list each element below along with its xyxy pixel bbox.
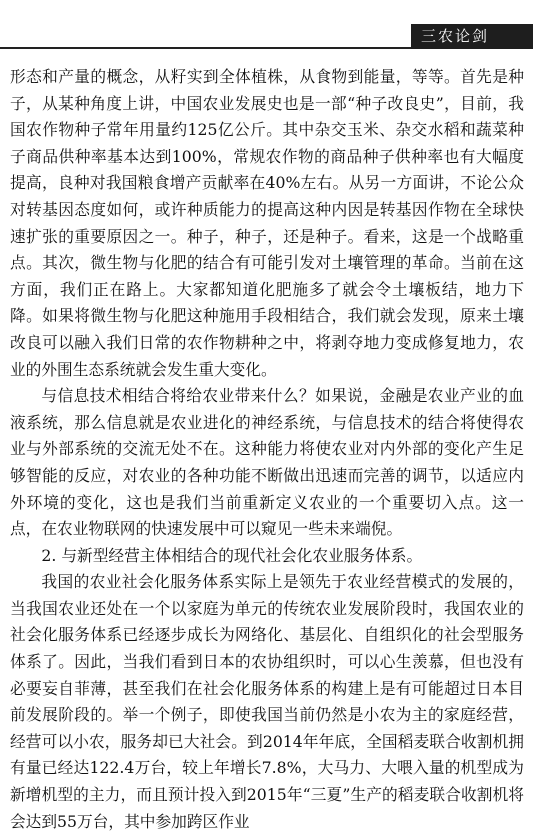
- running-header: [0, 0, 533, 50]
- paragraph-4: 我国的农业社会化服务体系实际上是领先于农业经营模式的发展的，当我国农业还处在一个以家庭为单元的传统农业发展阶段时，我国农业的社会化服务体系已经逐步成长为网络化、基层化、自组织化的社会型服务体系了。因此，当我们看到日本的农协组织时，可以心生羡慕，但也没有必要妄自菲薄，甚至我们在社会化服务体系的构建上是有可能超过日本目前发展阶段的。举一个例子，即使我国当前仍然是小农为主的家庭经营，经营可以小农，服务却已大社会。到2014年年底，全国稻麦联合收割机拥有量已经达122.4万台，较上年增长7.8%，大马力、大喂入量的机型成为新增机型的主力，而且预计投入到2015年“三夏”生产的稻麦联合收割机将会达到55万台，其中参加跨区作业: [10, 572, 524, 831]
- paragraph-3-heading: 2. 与新型经营主体相结合的现代社会化农业服务体系。: [41, 545, 423, 565]
- section-title-tab: 三农论剑: [411, 24, 533, 49]
- paragraph-1: 形态和产量的概念，从籽实到全体植株，从食物到能量，等等。首先是种子，从某种角度上讲，中国农业发展史也是一部“种子改良史”，目前，我国农作物种子常年用量约125亿公斤。其中杂交玉米、杂交水稻和蔬菜种子商品供种率基本达到100%，常规农作物的商品种子供种率也有大幅度提高，良种对我国粮食增产贡献率在40%左右。从另一方面讲，不论公众对转基因态度如何，或许种质能力的提高这种内因是转基因作物在全球快速扩张的重要原因之一。种子，种子，还是种子。看来，这是一个战略重点。其次，微生物与化肥的结合有可能引发对土壤管理的革命。当前在这方面，我们正在路上。大家都知道化肥施多了就会令土壤板结，地力下降。如果将微生物与化肥这种施用手段相结合，我们就会发现，原来土壤改良可以融入我们日常的农作物耕种之中，将剥夺地力变成修复地力，农业的外围生态系统就会发生重大变化。: [10, 67, 524, 379]
- page-body: [10, 64, 524, 835]
- paragraph-2: 与信息技术相结合将给农业带来什么？如果说，金融是农业产业的血液系统，那么信息就是农业进化的神经系统，与信息技术的结合将使得农业与外部系统的交流无处不在。这种能力将使农业对内外部的变化产生足够智能的反应，对农业的各种功能不断做出迅速而完善的调节，以适应内外环境的变化，这也是我们当前重新定义农业的一个重要切入点。这一点，在农业物联网的快速发展中可以窥见一些未来端倪。: [10, 386, 524, 539]
